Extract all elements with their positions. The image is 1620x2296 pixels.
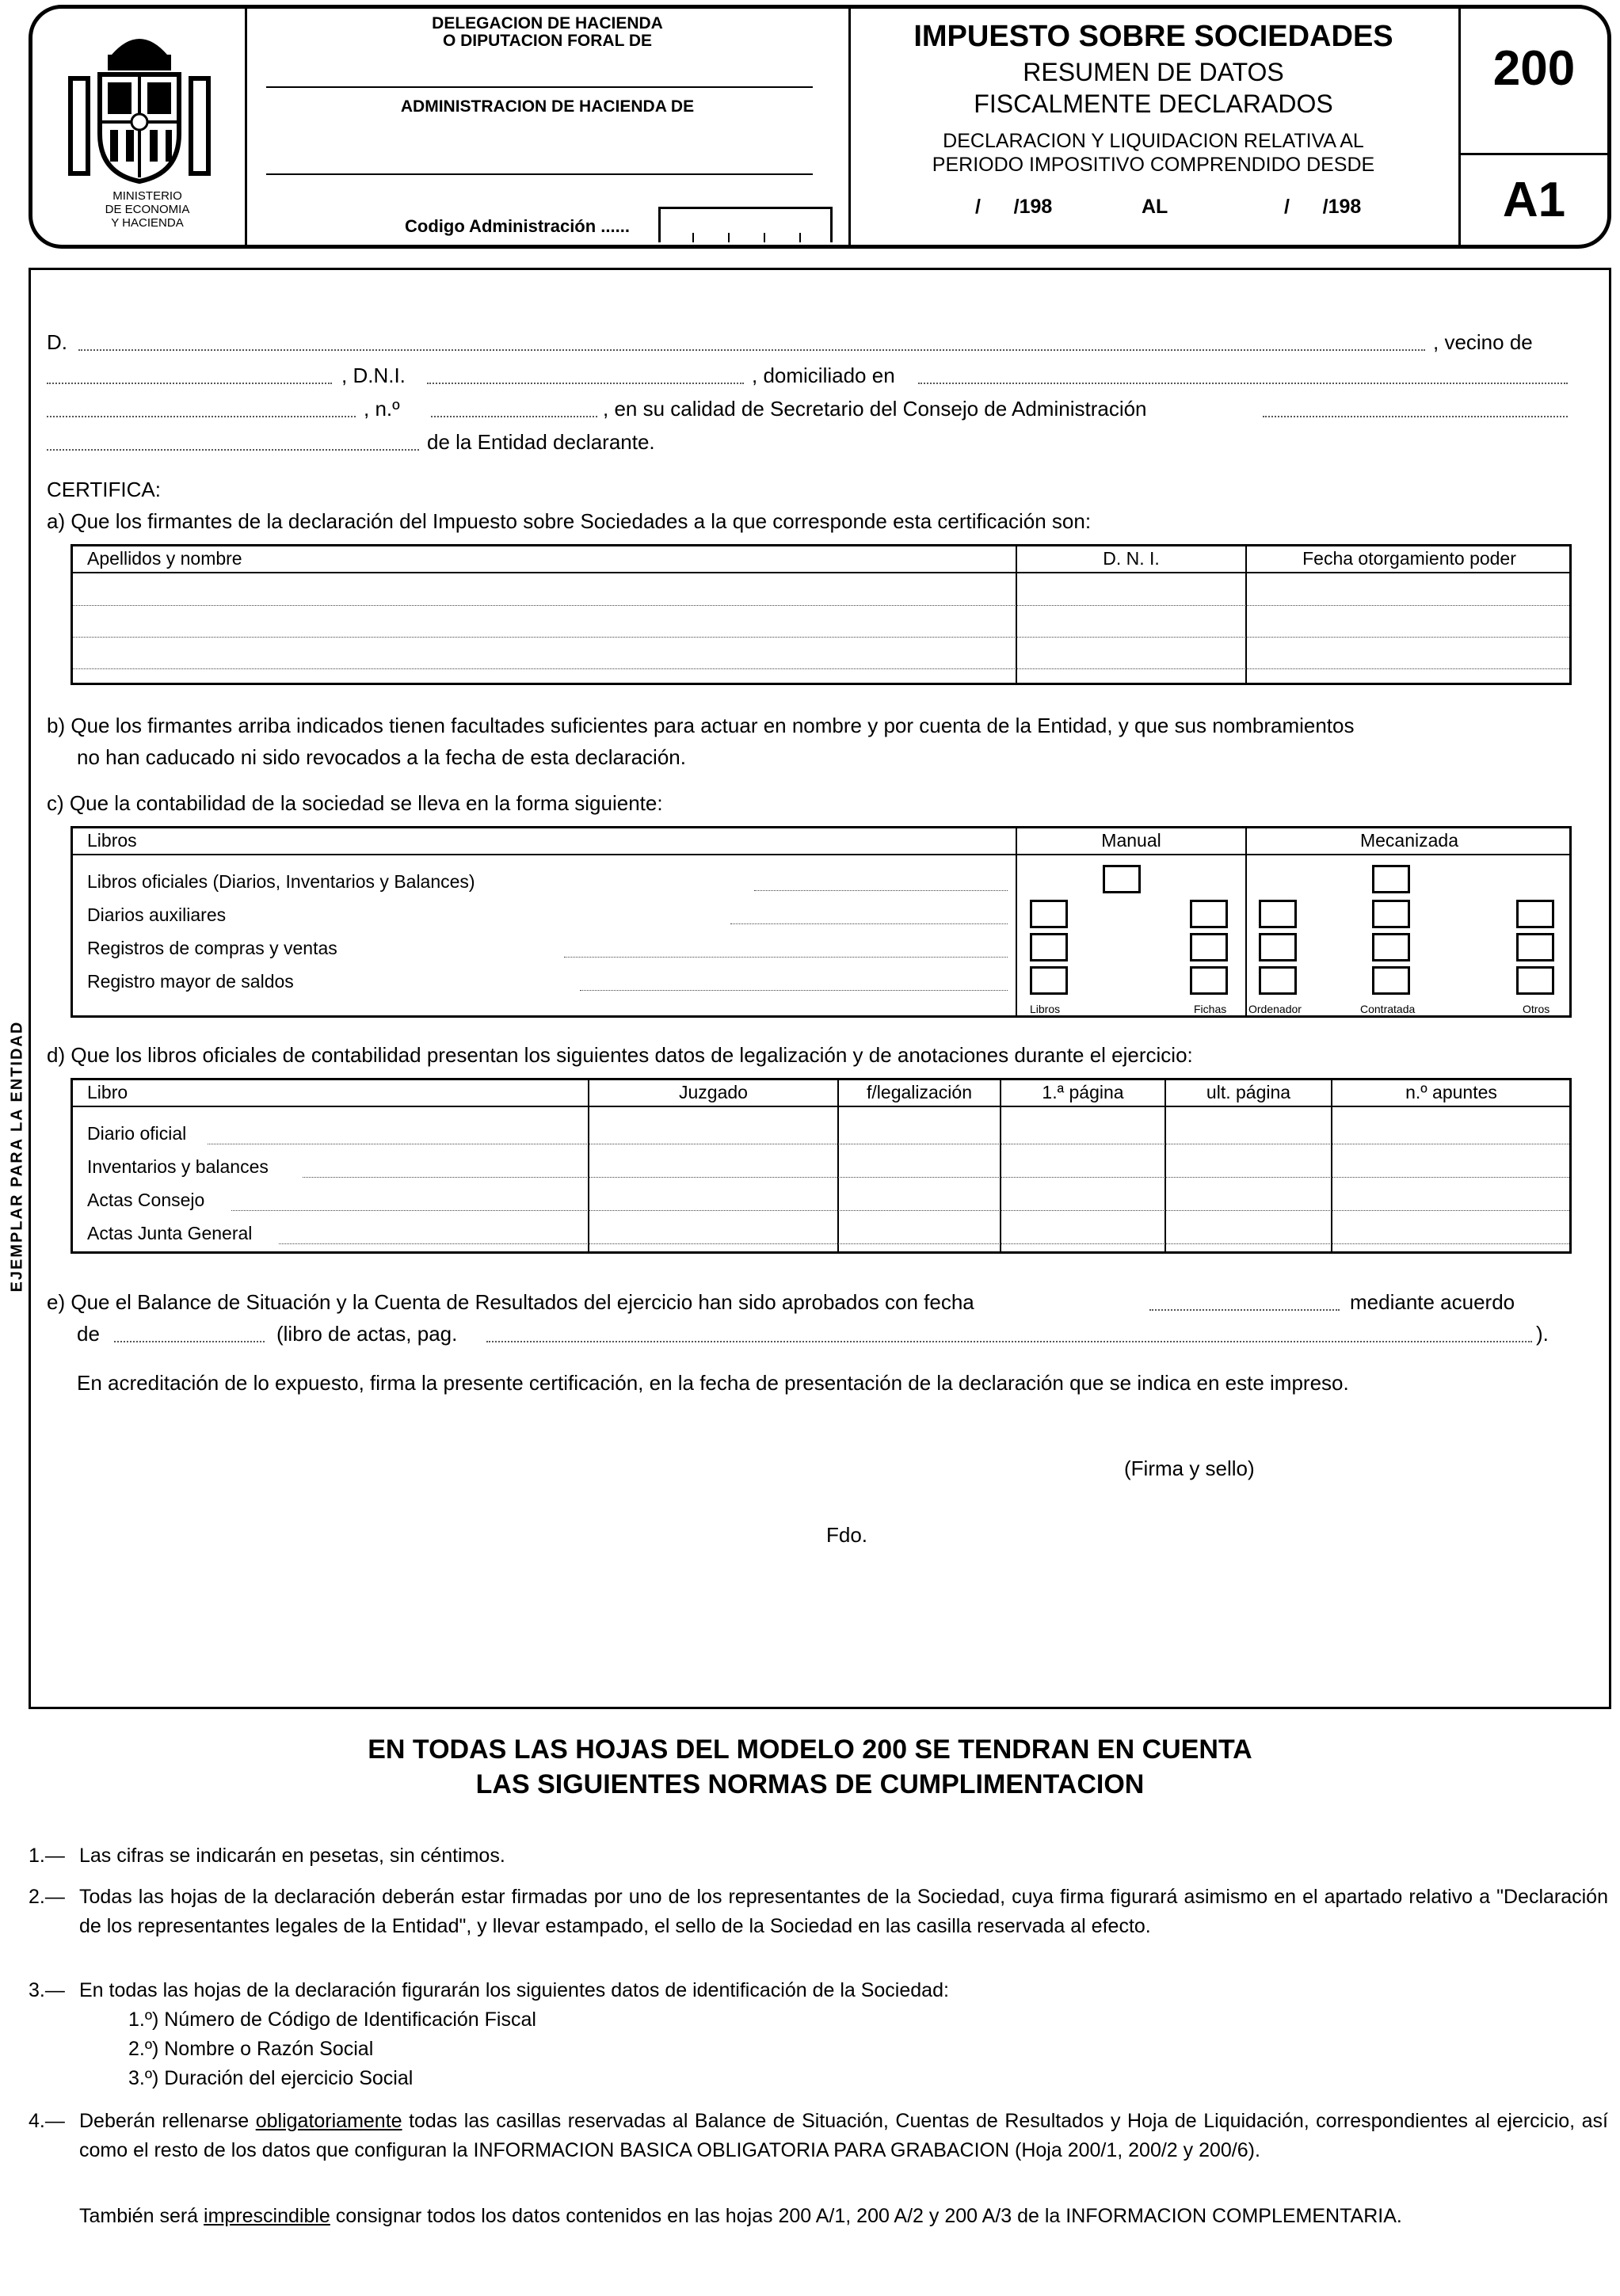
subtitle-line: FISCALMENTE DECLARADOS	[974, 89, 1333, 118]
section-b-text-cont: no han caducado ni sido revocados a la fecha de esta declaración.	[77, 745, 686, 769]
acreditacion-text: En acreditación de lo expuesto, firma la presente certificación, en la fecha de presentación de la declaración que se indica en este impreso.	[77, 1371, 1349, 1395]
domicilio-cont-field[interactable]	[47, 416, 356, 417]
al-label: AL	[1142, 196, 1168, 218]
norma-number: 2.—	[29, 1886, 65, 1908]
norma-4-pre: Deberán rellenarse	[79, 2110, 256, 2132]
box-label: Fichas	[1194, 1003, 1227, 1015]
checkbox-manual-libros[interactable]	[1030, 966, 1068, 995]
table-row: Actas Consejo	[87, 1190, 205, 1210]
spain-coat-of-arms-icon	[64, 23, 215, 189]
delegacion-line: DELEGACION DE HACIENDA	[432, 14, 663, 32]
checkbox-manual-libros[interactable]	[1030, 933, 1068, 961]
col-ultima-pagina: ult. página	[1206, 1082, 1291, 1102]
fecha-desde[interactable]: / /198	[975, 196, 1053, 218]
intro-calidad: , en su calidad de Secretario del Consejo de Administración	[603, 397, 1147, 421]
codigo-input[interactable]	[658, 207, 833, 242]
intro-d: D.	[47, 330, 67, 354]
normas-title-cont: LAS SIGUIENTES NORMAS DE CUMPLIMENTACION	[475, 1769, 1145, 1799]
numero-field[interactable]	[431, 416, 597, 417]
list-item: Registros de compras y ventas	[87, 938, 337, 958]
section-d-text: d) Que los libros oficiales de contabilidad presentan los siguientes datos de legalización y de anotaciones durante el ejercicio:	[47, 1043, 1193, 1067]
intro-entidad: de la Entidad declarante.	[427, 430, 655, 454]
checkbox-otros[interactable]	[1516, 966, 1554, 995]
norma-1: Las cifras se indicarán en pesetas, sin céntimos.	[79, 1845, 505, 1867]
table-row[interactable]	[303, 1177, 1569, 1178]
normas-title: EN TODAS LAS HOJAS DEL MODELO 200 SE TENDRAN EN CUENTA	[368, 1734, 1252, 1765]
subtitle-line: RESUMEN DE DATOS	[1023, 58, 1284, 86]
table-row[interactable]	[73, 668, 1569, 669]
codigo-label: Codigo Administración ......	[405, 216, 630, 236]
table-row: Diario oficial	[87, 1123, 187, 1144]
libro-actas-pag-field[interactable]	[486, 1341, 1532, 1342]
ministry-line: DE ECONOMIA	[105, 203, 190, 216]
vecino-field[interactable]	[47, 383, 332, 384]
fdo-label[interactable]: Fdo.	[826, 1523, 868, 1547]
box-label: Otros	[1523, 1003, 1550, 1015]
hoja-number: A1	[1502, 173, 1566, 227]
fecha-aprobacion-field[interactable]	[1149, 1309, 1340, 1311]
table-row[interactable]	[231, 1210, 1569, 1211]
periodo-label	[852, 129, 1454, 177]
col-primera-pagina: 1.ª página	[1042, 1082, 1124, 1102]
col-fecha-poder: Fecha otorgamiento poder	[1302, 548, 1516, 569]
norma-4	[79, 2107, 1608, 2165]
norma-4-post: todas las casillas reservadas al Balance de Situación, Cuentas de Resultados y Hoja de Liquidación, correspondientes al ejercicio, así como el resto de los datos que configuran la INFORMACION BASICA OBLIGATORIA PARA GRABACION (Hoja 200/1, 200/2 y 200/6).	[79, 2110, 1608, 2161]
checkbox-contratada[interactable]	[1372, 900, 1410, 928]
legalizacion-table	[71, 1078, 1572, 1254]
col-dni: D. N. I.	[1103, 548, 1160, 569]
section-c-text: c) Que la contabilidad de la sociedad se lleva en la forma siguiente:	[47, 791, 663, 815]
checkbox-manual-libros[interactable]	[1030, 900, 1068, 928]
list-item: 3.º) Duración del ejercicio Social	[128, 2067, 414, 2089]
section-e-text-b: mediante acuerdo	[1350, 1290, 1515, 1314]
delegacion-field[interactable]	[266, 86, 813, 88]
checkbox-ordenador[interactable]	[1259, 933, 1297, 961]
acuerdo-field[interactable]	[114, 1341, 265, 1342]
contabilidad-table	[71, 826, 1572, 1018]
domicilio-field[interactable]	[918, 383, 1568, 384]
col-apellidos: Apellidos y nombre	[87, 548, 242, 569]
delegacion-label	[254, 15, 840, 50]
checkbox-otros[interactable]	[1516, 933, 1554, 961]
table-row[interactable]	[279, 1243, 1569, 1244]
norma-3: En todas las hojas de la declaración figurarán los siguientes datos de identificación de la Sociedad:	[79, 1979, 949, 2001]
box-label: Libros	[1030, 1003, 1061, 1015]
checkbox-manual-fichas[interactable]	[1190, 900, 1228, 928]
periodo-line: PERIODO IMPOSITIVO COMPRENDIDO DESDE	[932, 154, 1375, 176]
norma-4b-post: consignar todos los datos contenidos en las hojas 200 A/1, 200 A/2 y 200 A/3 de la INFORMACION COMPLEMENTARIA.	[330, 2205, 1402, 2227]
intro-dni: , D.N.I.	[341, 364, 406, 387]
firma-label: (Firma y sello)	[1124, 1456, 1255, 1480]
norma-2: Todas las hojas de la declaración deberán estar firmadas por uno de los representantes de la Sociedad, cuya firma figurará asimismo en el apartado relativo a "Declaración de los representantes legales de la Entidad", y llevar estampado, el sello de la Sociedad en las casilla reservada al efecto.	[79, 1886, 1608, 1937]
certifica-heading: CERTIFICA:	[47, 478, 161, 501]
consejo-field[interactable]	[1263, 416, 1568, 417]
name-field[interactable]	[78, 349, 1425, 351]
col-apuntes: n.º apuntes	[1405, 1082, 1497, 1102]
list-item: Registro mayor de saldos	[87, 971, 294, 992]
list-item: 1.º) Número de Código de Identificación Fiscal	[128, 2009, 536, 2031]
section-e-close: ).	[1536, 1322, 1549, 1346]
form-header	[29, 5, 1611, 249]
ministry-line: MINISTERIO	[112, 189, 182, 203]
table-row[interactable]	[73, 637, 1569, 638]
table-row[interactable]	[73, 605, 1569, 606]
checkbox-manual-fichas[interactable]	[1190, 933, 1228, 961]
dni-field[interactable]	[427, 383, 744, 384]
intro-numero: , n.º	[364, 397, 400, 421]
norma-4-emphasis: obligatoriamente	[255, 2110, 402, 2132]
ministry-label	[88, 189, 207, 230]
list-item: Libros oficiales (Diarios, Inventarios y Balances)	[87, 871, 475, 892]
checkbox-manual-fichas[interactable]	[1190, 966, 1228, 995]
side-label: EJEMPLAR PARA LA ENTIDAD	[8, 1020, 26, 1293]
section-e-text: e) Que el Balance de Situación y la Cuenta de Resultados del ejercicio han sido aprobados con fecha	[47, 1290, 974, 1314]
modelo-number: 200	[1492, 41, 1576, 96]
firmantes-table	[71, 544, 1572, 685]
entidad-field[interactable]	[47, 449, 419, 451]
section-e-de: de	[77, 1322, 100, 1346]
section-e-libro: (libro de actas, pag.	[276, 1322, 458, 1346]
norma-number: 1.—	[29, 1845, 65, 1867]
list-item: 2.º) Nombre o Razón Social	[128, 2038, 374, 2060]
form-subtitle	[852, 56, 1454, 120]
list-item: Diarios auxiliares	[87, 904, 227, 925]
col-legalizacion: f/legalización	[867, 1082, 972, 1102]
checkbox-contratada[interactable]	[1372, 865, 1410, 893]
norma-4b-emphasis: imprescindible	[204, 2205, 330, 2227]
intro-domiciliado: , domiciliado en	[752, 364, 895, 387]
section-b-text: b) Que los firmantes arriba indicados tienen facultades suficientes para actuar en nombre y por cuenta de la Entidad, y que sus nombramientos	[47, 714, 1355, 737]
checkbox-contratada[interactable]	[1372, 933, 1410, 961]
form-title: IMPUESTO SOBRE SOCIEDADES	[913, 20, 1393, 53]
delegacion-line: O DIPUTACION FORAL DE	[442, 32, 653, 50]
norma-4b-pre: También será	[79, 2205, 204, 2227]
administracion-label: ADMINISTRACION DE HACIENDA DE	[400, 97, 695, 116]
section-a-text: a) Que los firmantes de la declaración del Impuesto sobre Sociedades a la que corresponde esta certificación son:	[47, 509, 1092, 533]
norma-number: 4.—	[29, 2110, 65, 2132]
checkbox-libros-oficiales[interactable]	[1103, 865, 1141, 893]
table-row: Inventarios y balances	[87, 1156, 269, 1177]
col-libro: Libro	[87, 1082, 128, 1102]
fecha-hasta[interactable]: / /198	[1284, 196, 1362, 218]
checkbox-ordenador[interactable]	[1259, 900, 1297, 928]
col-manual: Manual	[1101, 830, 1161, 851]
checkbox-otros[interactable]	[1516, 900, 1554, 928]
col-mecanizada: Mecanizada	[1359, 830, 1459, 851]
periodo-line: DECLARACION Y LIQUIDACION RELATIVA AL	[943, 130, 1364, 152]
box-label: Contratada	[1360, 1003, 1416, 1015]
col-libros: Libros	[87, 830, 137, 851]
intro-vecino: , vecino de	[1433, 330, 1533, 354]
checkbox-contratada[interactable]	[1372, 966, 1410, 995]
box-label: Ordenador	[1248, 1003, 1302, 1015]
norma-4b	[79, 2202, 1608, 2231]
norma-number: 3.—	[29, 1979, 65, 2001]
ministry-line: Y HACIENDA	[111, 216, 184, 230]
col-juzgado: Juzgado	[679, 1082, 748, 1102]
table-row: Actas Junta General	[87, 1223, 253, 1243]
certificate-frame	[29, 268, 1611, 1709]
administracion-field[interactable]	[266, 173, 813, 175]
checkbox-ordenador[interactable]	[1259, 966, 1297, 995]
